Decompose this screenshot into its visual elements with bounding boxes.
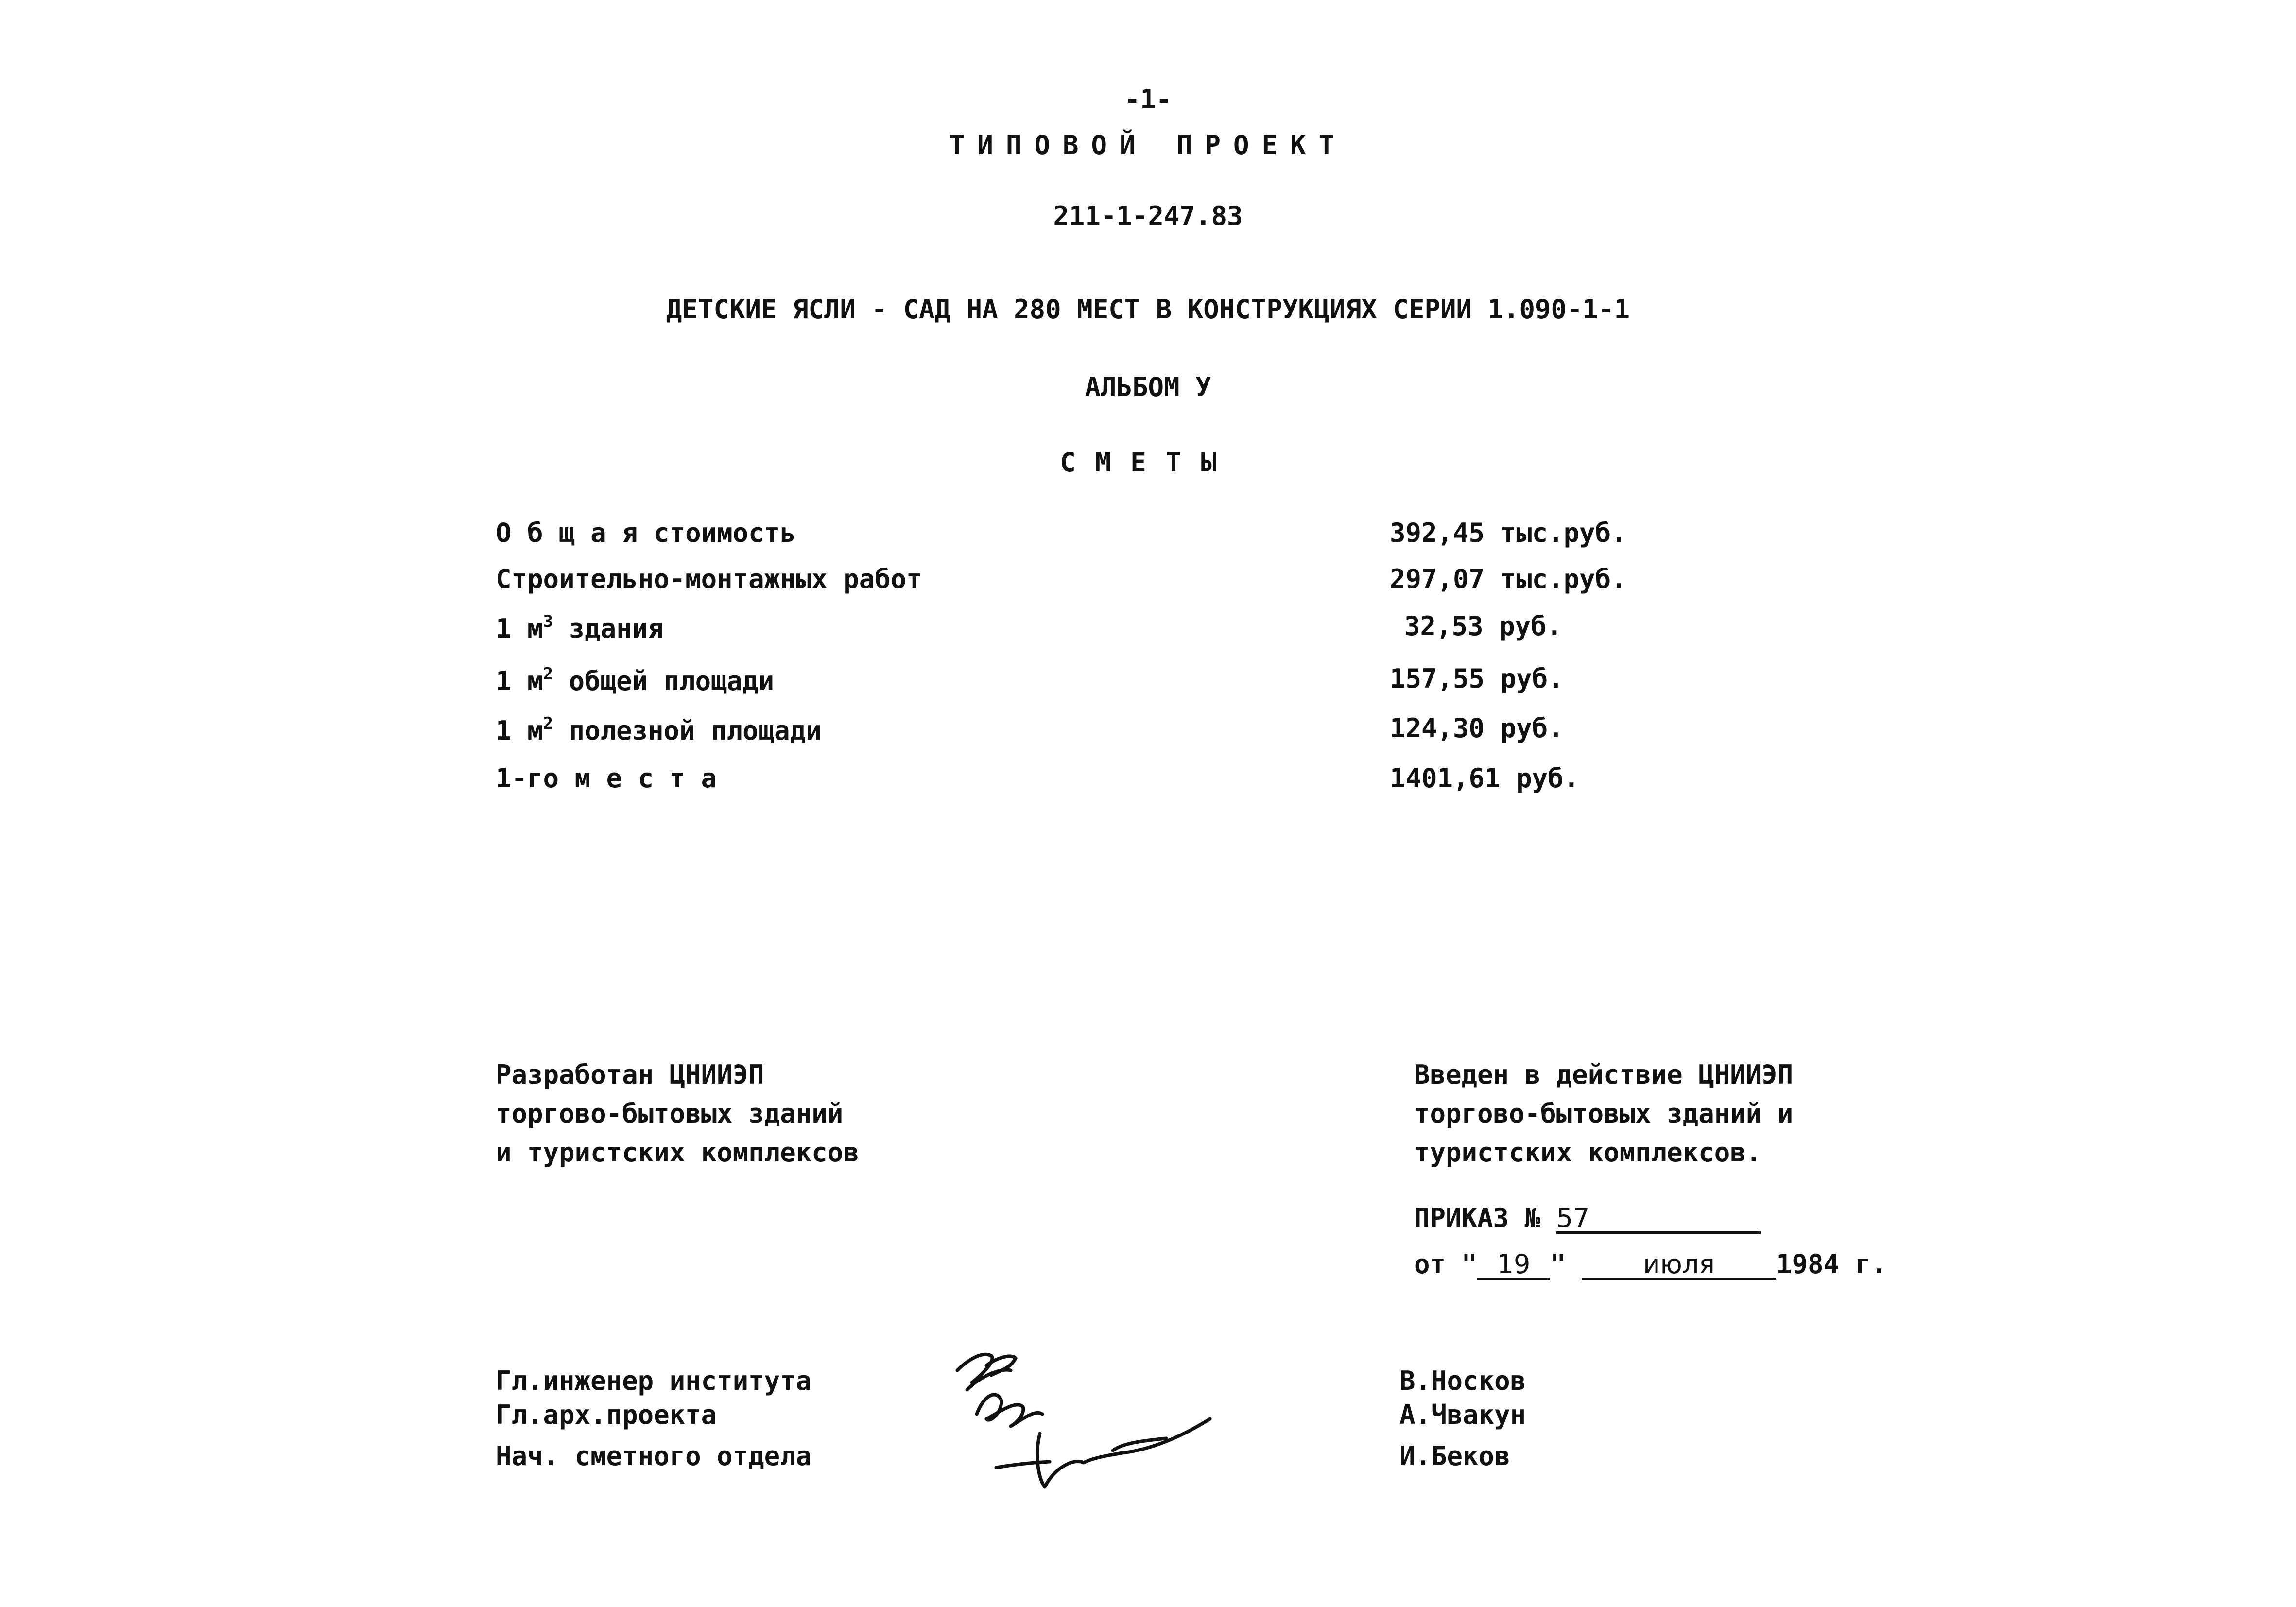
order-label: ПРИКАЗ № <box>1414 1203 1541 1233</box>
developed-by-line-1: Разработан ЦНИИЭП <box>496 1059 764 1090</box>
page-number: -1- <box>1124 84 1172 115</box>
cost-value-total: 392,45 тыс.руб. <box>1390 518 1627 548</box>
signatory-role-2: Гл.арх.проекта <box>496 1400 717 1430</box>
signatory-role-1: Гл.инженер института <box>496 1365 812 1396</box>
signature-stroke-2 <box>977 1395 1042 1426</box>
cost-label-per-place: 1-го м е с т а <box>496 763 717 794</box>
order-number: 57 <box>1556 1205 1761 1234</box>
order-date-day: 19 <box>1477 1251 1550 1280</box>
cost-value-per-place: 1401,61 руб. <box>1390 763 1580 794</box>
section-title: СМЕТЫ <box>1060 447 1236 478</box>
approved-by-line-2: торгово-бытовых зданий и <box>1414 1098 1794 1129</box>
project-code: 211-1-247.83 <box>1053 201 1243 231</box>
cost-value-per-m2-total: 157,55 руб. <box>1390 663 1564 694</box>
approved-by-line-3: туристских комплексов. <box>1414 1137 1762 1168</box>
signature-stroke-3 <box>996 1419 1210 1487</box>
signatory-role-3: Нач. сметного отдела <box>496 1441 812 1471</box>
project-type-heading: ТИПОВОЙ ПРОЕКТ <box>949 130 1347 160</box>
cost-value-per-m3: 32,53 руб. <box>1404 611 1563 641</box>
cost-label-total: О б щ а я стоимость <box>496 518 796 548</box>
cost-label-construction: Строительно-монтажных работ <box>496 564 922 594</box>
approved-by-line-1: Введен в действие ЦНИИЭП <box>1414 1059 1794 1090</box>
album-label: АЛЬБОМ У <box>1085 372 1211 402</box>
signatory-name-1: В.Носков <box>1399 1365 1526 1396</box>
signature-stroke-1 <box>957 1354 1016 1390</box>
order-date-month: июля <box>1582 1251 1776 1280</box>
developed-by-line-3: и туристских комплексов <box>496 1137 859 1168</box>
developed-by-line-2: торгово-бытовых зданий <box>496 1098 844 1129</box>
cost-label-per-m2-useful: 1 $м^2$ полезной площади <box>496 714 822 746</box>
handwritten-signatures <box>938 1341 1249 1506</box>
project-title: ДЕТСКИЕ ЯСЛИ - САД НА 280 МЕСТ В КОНСТРУКЦИЯХ СЕРИИ 1.090-1-1 <box>666 294 1630 325</box>
order-date-line: от " 19 " июля 1984 г. <box>1414 1249 1887 1279</box>
cost-value-construction: 297,07 тыс.руб. <box>1390 564 1627 594</box>
cost-label-per-m2-total: 1 $м^2$ общей площади <box>496 664 775 696</box>
signatory-name-3: И.Беков <box>1399 1441 1510 1471</box>
order-date-year: 1984 г. <box>1776 1249 1887 1279</box>
cost-value-per-m2-useful: 124,30 руб. <box>1390 713 1564 743</box>
cost-label-per-m3: 1 $м^3$ здания <box>496 612 664 644</box>
order-line <box>1414 1205 1761 1234</box>
signatory-name-2: А.Чвакун <box>1399 1400 1526 1430</box>
